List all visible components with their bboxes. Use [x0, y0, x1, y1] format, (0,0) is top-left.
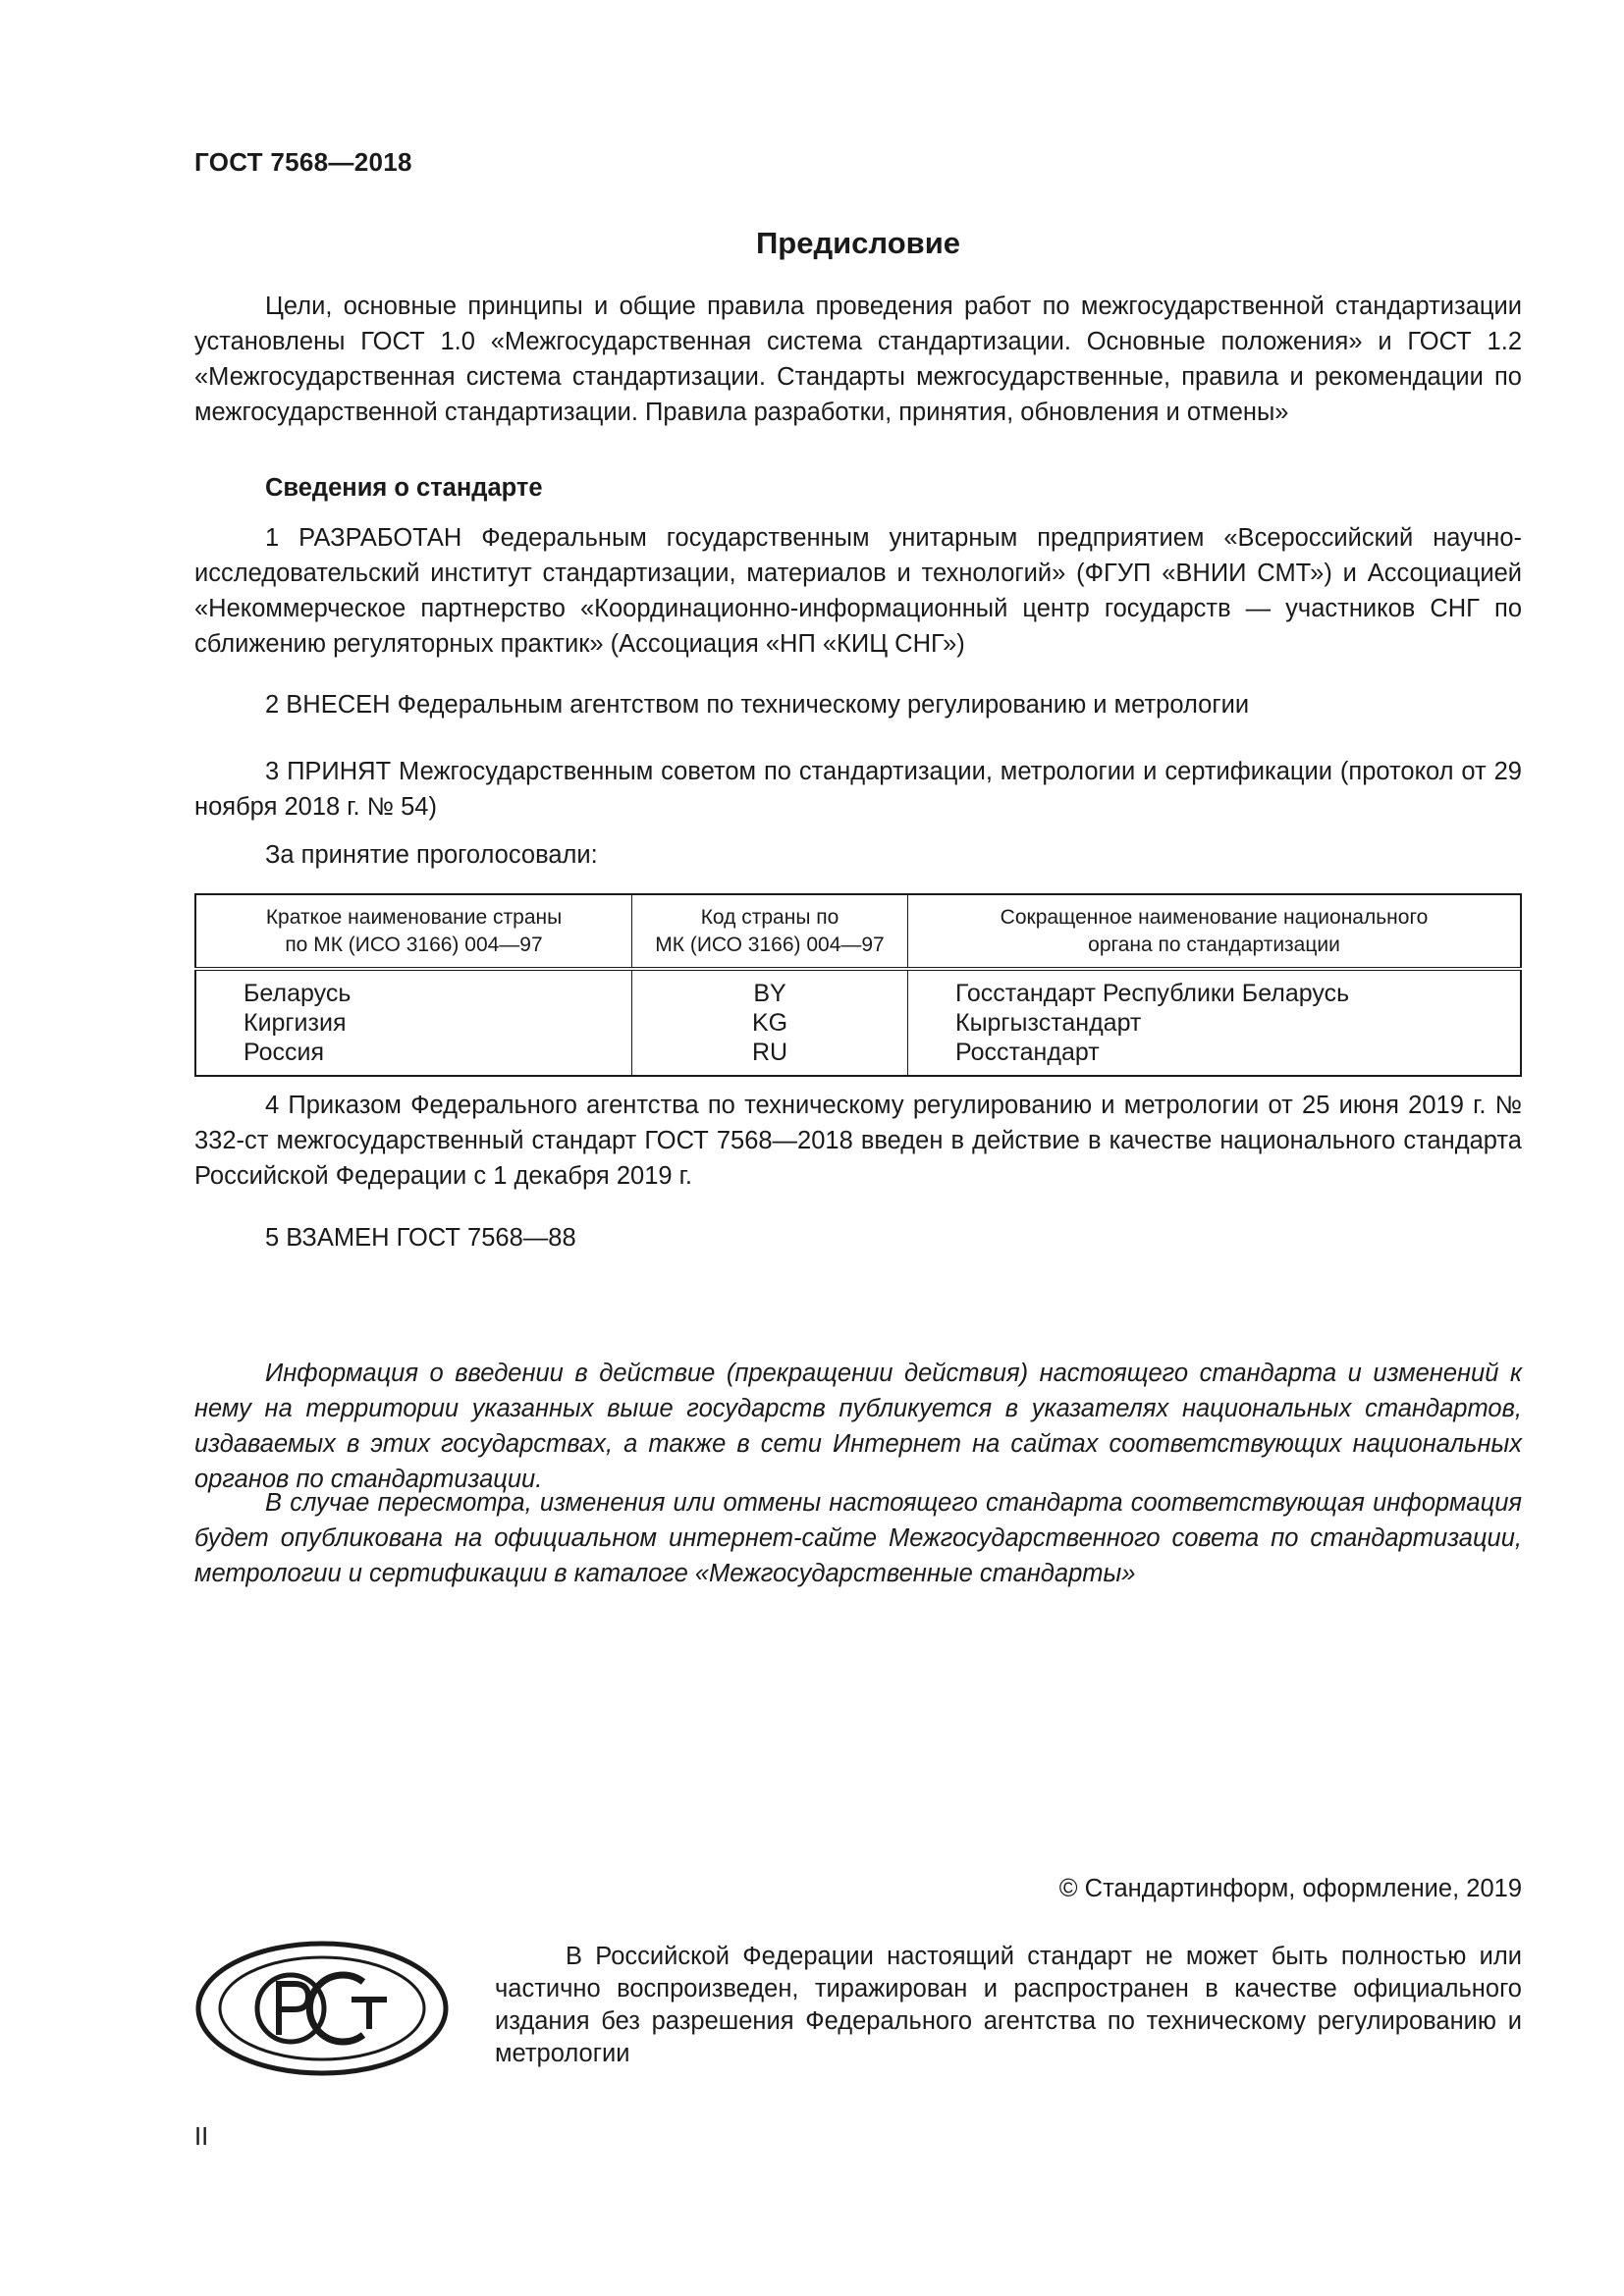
header-code: Код страны по МК (ИСО 3166) 004—97: [632, 894, 908, 969]
page-title: Предисловие: [755, 226, 960, 260]
org-cell: Госстандарт Республики Беларусь Кыргызстандарт Росстандарт: [955, 980, 1350, 1066]
item-developed: 1 РАЗРАБОТАН Федеральным государственным унитарным предприятием «Всероссийский научно-исследовательский институт стандартизации, материалов и технологий» (ФГУП «ВНИИ СМТ») и Ассоциацией «Некоммерческое партнерство «Координационно-информационный центр государств — участников СНГ по сближению регуляторных практик» (Ассоциация «НП «КИЦ СНГ»): [194, 524, 1522, 658]
rst-logo: [194, 1939, 450, 2083]
vote-table: [194, 893, 1522, 1077]
item-introduced: 2 ВНЕСЕН Федеральным агентством по техническому регулированию и метрологии: [265, 691, 1250, 719]
item-replaces: 5 ВЗАМЕН ГОСТ 7568—88: [265, 1224, 576, 1252]
note-info: Информация о введении в действие (прекращении действия) настоящего стандарта и изменений к нему на территории указанных выше государств публикуется в указателях национальных стандартов, издаваемых в этих государствах, а также в сети Интернет на сайтах соответствующих национальных органов по стандартизации.: [194, 1360, 1522, 1493]
vote-table-header: [195, 894, 1521, 969]
intro-paragraph: Цели, основные принципы и общие правила проведения работ по межгосударственной стандартизации установлены ГОСТ 1.0 «Межгосударственная система стандартизации. Основные положения» и ГОСТ 1.2 «Межгосударственная система стандартизации. Стандарты межгосударственные, правила и рекомендации по межгосударственной стандартизации. Правила разработки, принятия, обновления и отмены»: [194, 293, 1522, 426]
document-header: ГОСТ 7568—2018: [194, 147, 412, 177]
voted-label: За принятие проголосовали:: [265, 841, 598, 869]
info-heading: Сведения о стандарте: [265, 474, 543, 502]
country-cell: Беларусь Киргизия Россия: [195, 969, 632, 1076]
item-order: 4 Приказом Федерального агентства по техническому регулированию и метрологии от 25 июня 2019 г. № 332-ст межгосударственный стандарт ГОСТ 7568—2018 введен в действие в качестве национального стандарта Российской Федерации с 1 декабря 2019 г.: [194, 1092, 1522, 1190]
copyright: © Стандартинформ, оформление, 2019: [1058, 1875, 1522, 1902]
reproduction-notice: В Российской Федерации настоящий стандарт не может быть полностью или частично воспроизведен, тиражирован и распространен в качестве официального издания без разрешения Федерального агентства по техническому регулированию и метрологии: [495, 1943, 1522, 2067]
item-adopted: 3 ПРИНЯТ Межгосударственным советом по стандартизации, метрологии и сертификации (протокол от 29 ноября 2018 г. № 54): [194, 758, 1522, 821]
note-revision: В случае пересмотра, изменения или отмены настоящего стандарта соответствующая информация будет опубликована на официальном интернет-сайте Межгосударственного совета по стандартизации, метрологии и сертификации в каталоге «Межгосударственные стандарты»: [194, 1489, 1522, 1587]
table-row: [195, 969, 1521, 1076]
rst-certification-mark-icon: [194, 1939, 450, 2078]
header-org: Сокращенное наименование национального органа по стандартизации: [908, 894, 1522, 969]
code-cell: BY KG RU: [632, 969, 908, 1076]
header-country: Краткое наименование страны по МК (ИСО 3166) 004—97: [195, 894, 632, 969]
page-number: II: [194, 2123, 209, 2151]
